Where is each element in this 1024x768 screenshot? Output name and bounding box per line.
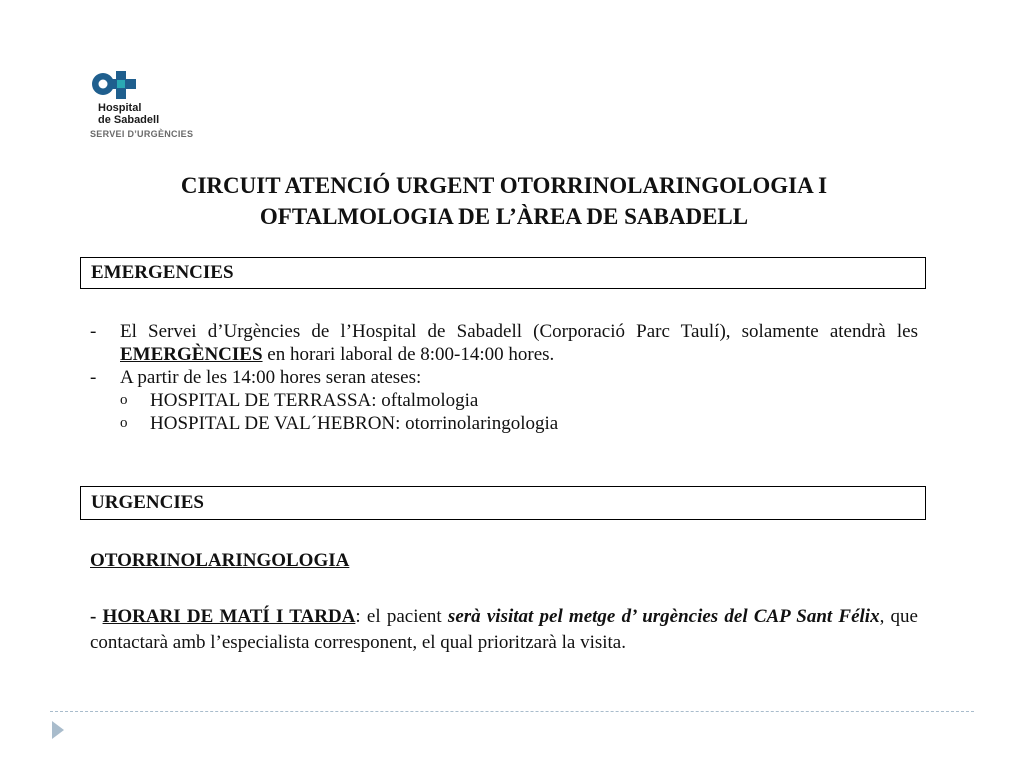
schedule-label: HORARI DE MATÍ I TARDA <box>102 606 356 627</box>
paragraph-dash: - <box>90 606 103 627</box>
urgencies-heading: URGENCIES <box>80 486 926 520</box>
hospital-name <box>98 102 230 126</box>
hospital-logo <box>90 70 230 139</box>
list-item-text: A partir de les 14:00 hores seran ateses: <box>120 367 422 388</box>
text-part: El Servei d’Urgències de l’Hospital de Sabadell (Corporació Parc Taulí), solamente atendrà les <box>120 321 918 342</box>
list-dash: - <box>90 367 97 388</box>
document-title: CIRCUIT ATENCIÓ URGENT OTORRINOLARINGOLOGIA I OFTALMOLOGIA DE L’ÀREA DE SABADELL <box>180 173 828 229</box>
emergencies-list <box>90 320 918 435</box>
text-part: : el pacient <box>355 606 448 627</box>
hospital-name-line1: Hospital <box>98 102 142 114</box>
list-item-text <box>120 320 918 366</box>
sub-list-item <box>90 412 918 435</box>
emphasis-text: serà visitat pel metge d’ urgències del CAP Sant Félix <box>447 606 880 627</box>
emphasis-text: EMERGÈNCIES <box>120 344 263 365</box>
list-dash: - <box>90 321 97 342</box>
list-item <box>90 366 918 389</box>
circle-bullet-icon: o <box>120 392 128 408</box>
section-heading: OTORRINOLARINGOLOGIA <box>90 550 350 571</box>
triangle-right-icon[interactable] <box>50 719 66 741</box>
hospital-cross-icon <box>90 70 142 100</box>
department-name: SERVEI D’URGÈNCIES <box>90 129 194 139</box>
hospital-name-line2: de Sabadell <box>98 114 160 126</box>
text-part: , que contactarà amb l’especialista corresponent, el qual prioritzarà la visita. <box>90 606 918 653</box>
sub-list-text: HOSPITAL DE TERRASSA: oftalmologia <box>150 390 479 411</box>
schedule-paragraph <box>90 604 918 656</box>
circle-bullet-icon: o <box>120 415 128 431</box>
emergencies-heading: EMERGENCIES <box>80 257 926 289</box>
list-item <box>90 320 918 366</box>
sub-list-text: HOSPITAL DE VAL´HEBRON: otorrinolaringologia <box>150 413 559 434</box>
text-part: en horari laboral de 8:00-14:00 hores. <box>262 344 555 365</box>
footer-divider <box>50 711 974 712</box>
sub-list-item <box>90 389 918 412</box>
